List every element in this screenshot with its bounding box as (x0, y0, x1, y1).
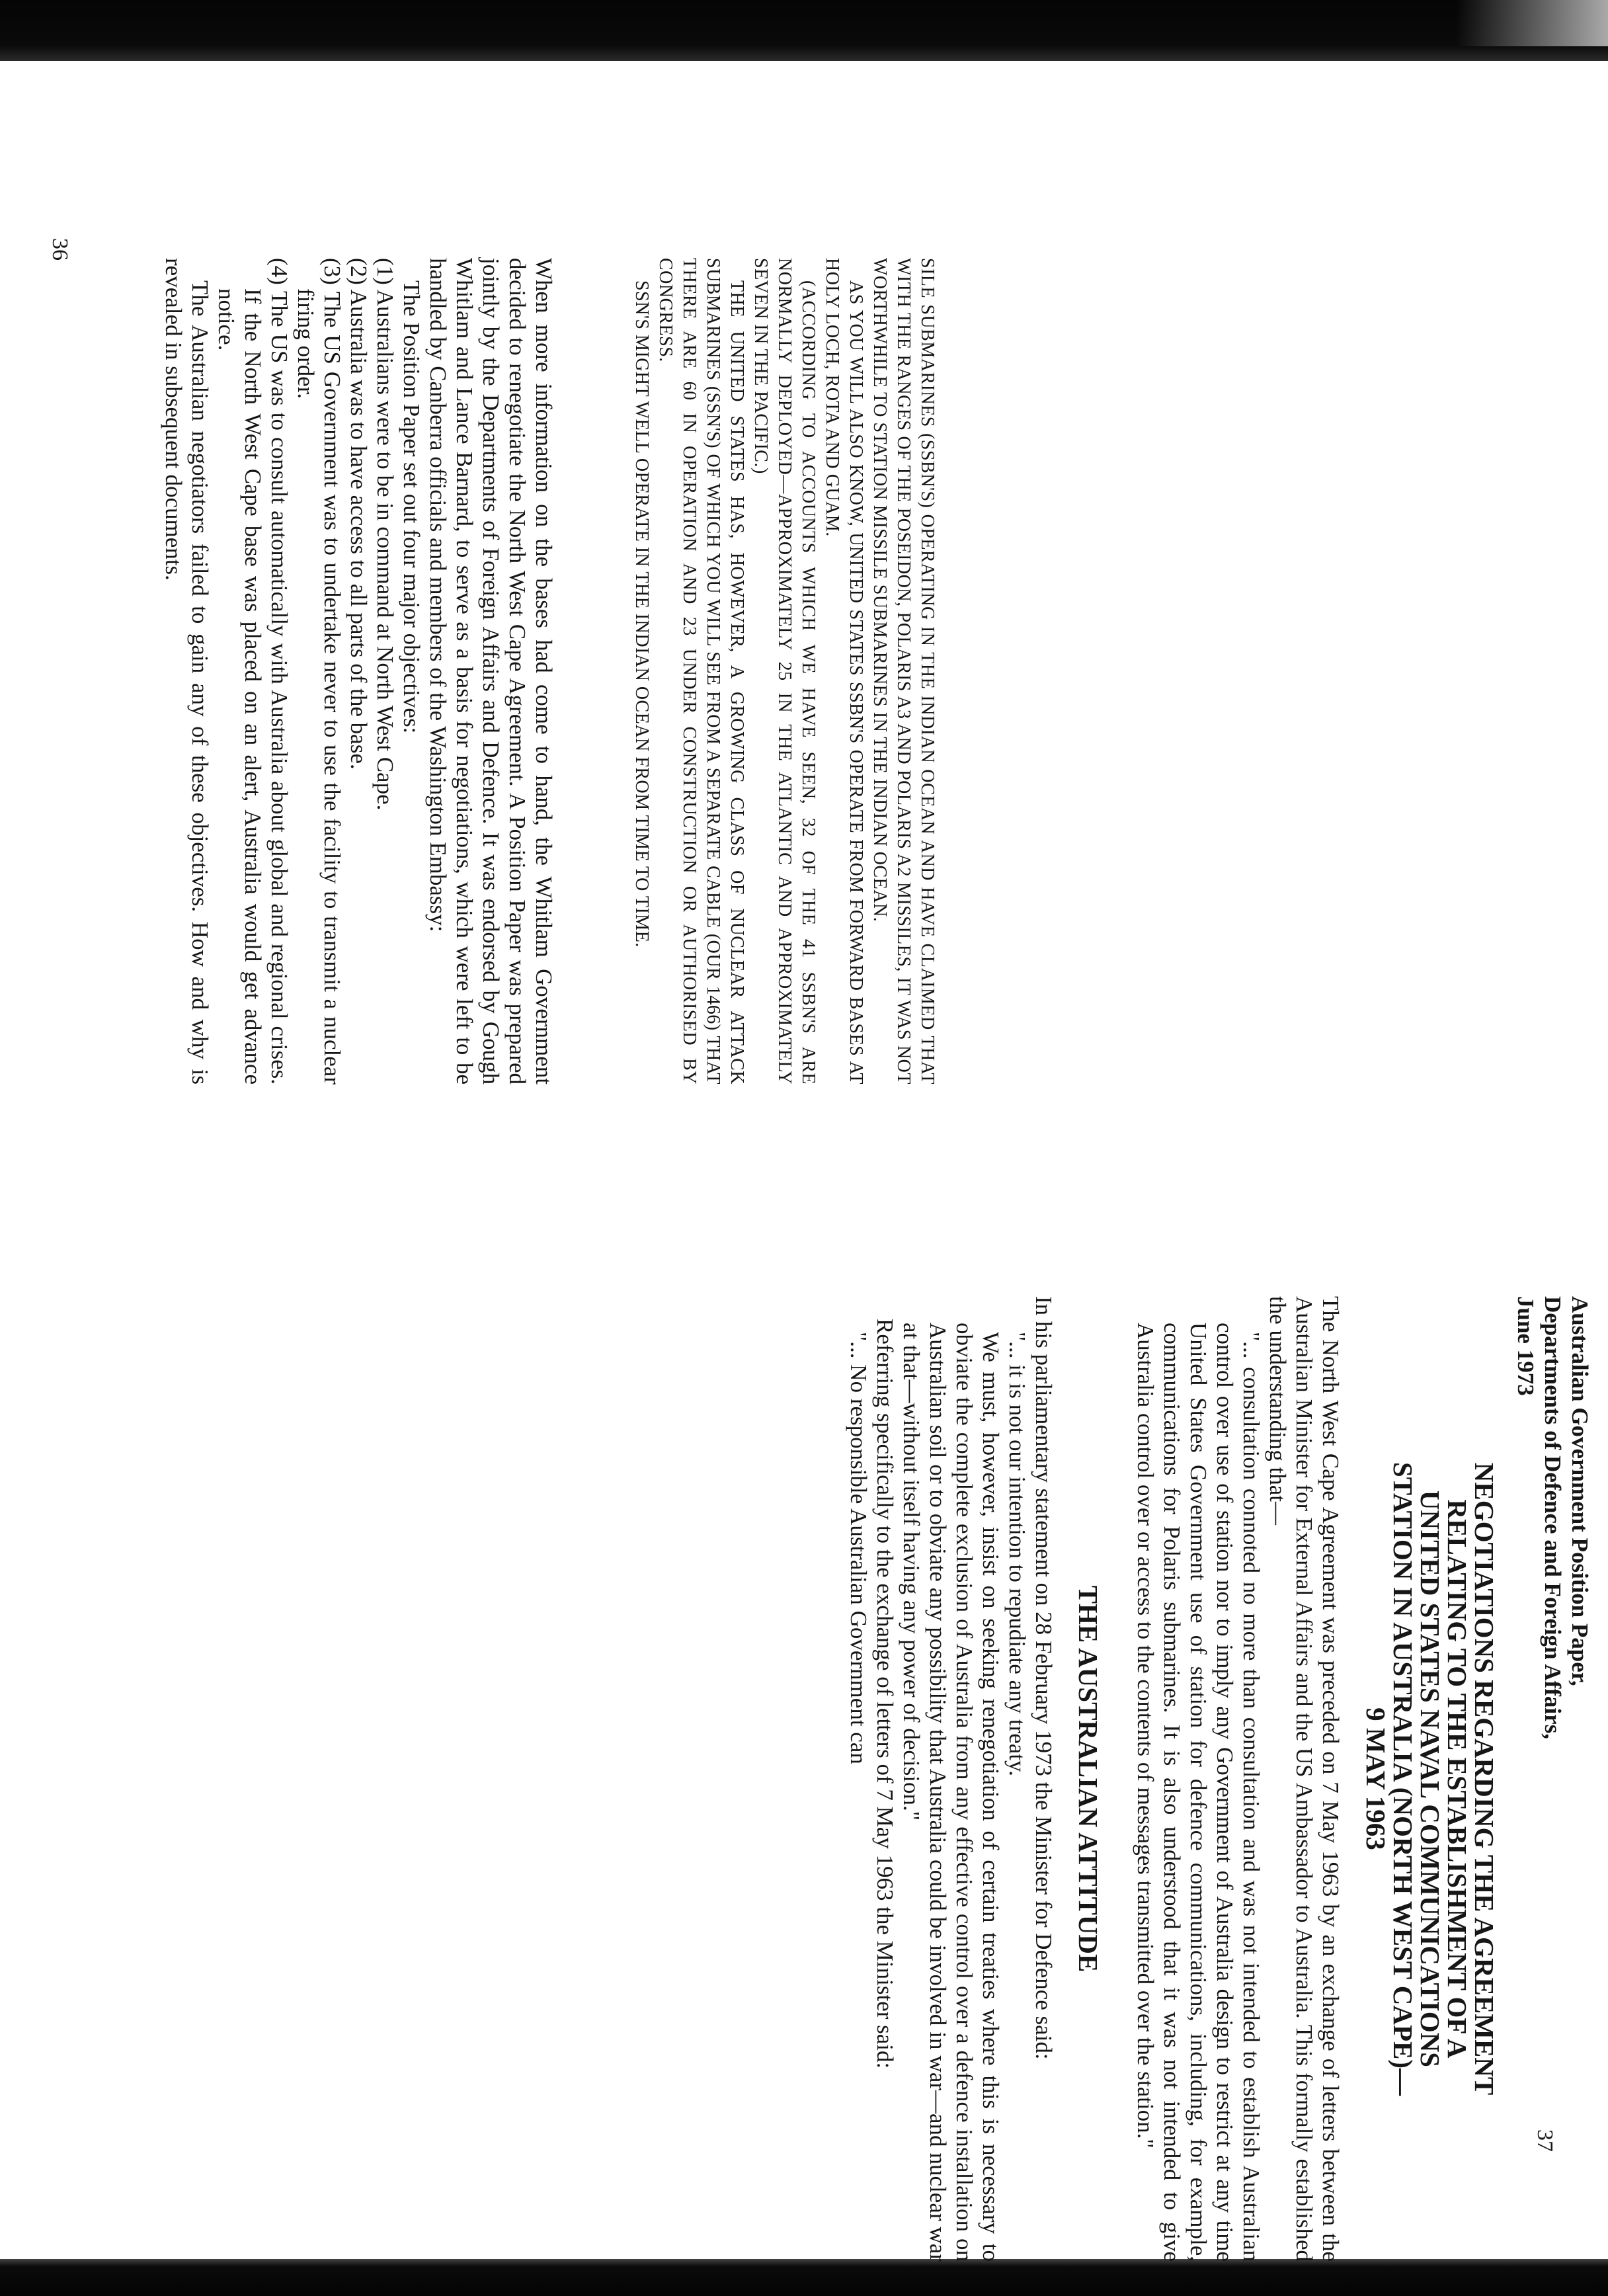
source-line: June 1973 (1513, 1296, 1539, 1396)
section-heading: THE AUSTRALIAN ATTITUDE (1073, 1585, 1104, 1973)
heading-line: 9 MAY 1963 (1361, 1707, 1391, 1850)
heading-line: RELATING TO THE ESTABLISHMENT OF A (1442, 1499, 1472, 2059)
source-line: Australian Government Position Paper, (1567, 1296, 1593, 1686)
cable-paragraph: THE UNITED STATES HAS, HOWEVER, A GROWING CLASS OF NUCLEAR ATTACK SUBMARINES (SSN'S) OF WHICH YOU WILL SEE FROM A SEPARATE CABLE (OUR 1466) THAT THERE ARE 60 IN OPERATION AND 23 UNDER CONSTRUCTION OR AUTHORISED BY CONGRESS. (655, 258, 747, 1085)
source-line: Departments of Defence and Foreign Affairs, (1540, 1296, 1566, 1740)
quoted-text: We must, however, insist on seeking renegotiation of certain treaties where this is necessary to obviate the complete exclusion of Australia from any effective control over a defence installation on Australian soil or to obviate any possibility that Australia could be involved in war—and nuclear war at that—without itself having any power of decision." (899, 1323, 1004, 2262)
section-gap (557, 258, 629, 1085)
list-item: (1) Australians were to be in command at North West Cape. (372, 258, 398, 811)
quoted-text: "... consultation connoted no more than consultation and was not intended to establish Australian control over use of station nor to imply any Government of Australia design to restrict at any time United States Government use of station for defence communications, including, for example, communications for Polaris submarines. It is also understood that it was not intended to give Australia control over or access to the contents of messages transmitted over the station." (1133, 1323, 1264, 2262)
cable-paragraph: SSN'S MIGHT WELL OPERATE IN THE INDIAN OCEAN FROM TIME TO TIME. (631, 280, 652, 948)
document-heading (1362, 1296, 1498, 2262)
body-paragraph: Referring specifically to the exchange of letters of 7 May 1963 the Minister said: (872, 1319, 898, 2069)
heading-line: STATION IN AUSTRALIA (NORTH WEST CAPE)— (1388, 1461, 1418, 2096)
body-paragraph: In his parliamentary statement on 28 February 1973 the Minister for Defence said: (1031, 1296, 1057, 2060)
narrative-paragraph: When more information on the bases had come to hand, the Whitlam Government decided to renegotiate the North West Cape Agreement. A Position Paper was prepared jointly by the Departments of Foreign Affairs and Defence. It was endorsed by Gough Whitlam and Lance Barnard, to serve as a basis for negotiations, which were left to be handled by Canberra officials and members of the Washington Embassy: (425, 258, 557, 1085)
page-36 (161, 258, 939, 1085)
list-item: (3) The US Government was to undertake never to use the facility to transmit a nuclear firing order. (293, 258, 345, 1085)
objectives-list (213, 258, 398, 1085)
list-item: (2) Australia was to have access to all parts of the base. (346, 258, 372, 770)
page-number-left: 36 (48, 238, 72, 261)
cable-paragraph: AS YOU WILL ALSO KNOW, UNITED STATES SSBN'S OPERATE FROM FORWARD BASES AT HOLY LOCH, ROTA AND GUAM. (822, 258, 866, 1085)
scan-edge-top (0, 0, 1608, 61)
body-paragraph: The North West Cape Agreement was preceded on 7 May 1963 by an exchange of letters between the Australian Minister for External Affairs and the US Ambassador to Australia. This formally established the understanding that— (1265, 1296, 1344, 2262)
cable-paragraph: SILE SUBMARINES (SSBN'S) OPERATING IN THE INDIAN OCEAN AND HAVE CLAIMED THAT WITH THE RANGES OF THE POSEIDON, POLARIS A3 AND POLARIS A2 MISSILES, IT WAS NOT WORTHWHILE TO STATION MISSILE SUBMARINES IN THE INDIAN OCEAN. (869, 258, 938, 1085)
cable-paragraph: (ACCORDING TO ACCOUNTS WHICH WE HAVE SEEN, 32 OF THE 41 SSBN'S ARE NORMALLY DEPLOYED—APPROXIMATELY 25 IN THE ATLANTIC AND APPROXIMATELY SEVEN IN THE PACIFIC.) (750, 258, 819, 1085)
page-number-right: 37 (1533, 2129, 1557, 2152)
heading-line: UNITED STATES NAVAL COMMUNICATIONS (1415, 1490, 1445, 2068)
narrative-paragraph: The Australian negotiators failed to gain any of these objectives. How and why is revealed in subsequent documents. (161, 258, 213, 1085)
scan-edge-bottom (0, 2259, 1608, 2296)
page-37 (139, 1296, 1593, 2262)
quoted-text: "... it is not our intention to repudiate any treaty. (1004, 1332, 1030, 1777)
list-item: (4) The US was to consult automatically with Australia about global and regional crises. If the North West Cape base was placed on an alert, Australia would get advance notice. (214, 258, 292, 1085)
quoted-text: "... No responsible Australian Government can (846, 1332, 871, 1764)
heading-line: NEGOTIATIONS REGARDING THE AGREEMENT (1469, 1462, 1500, 2096)
scan-edge-top-fade (1456, 0, 1608, 46)
narrative-paragraph: The Position Paper set out four major objectives: (399, 280, 424, 734)
